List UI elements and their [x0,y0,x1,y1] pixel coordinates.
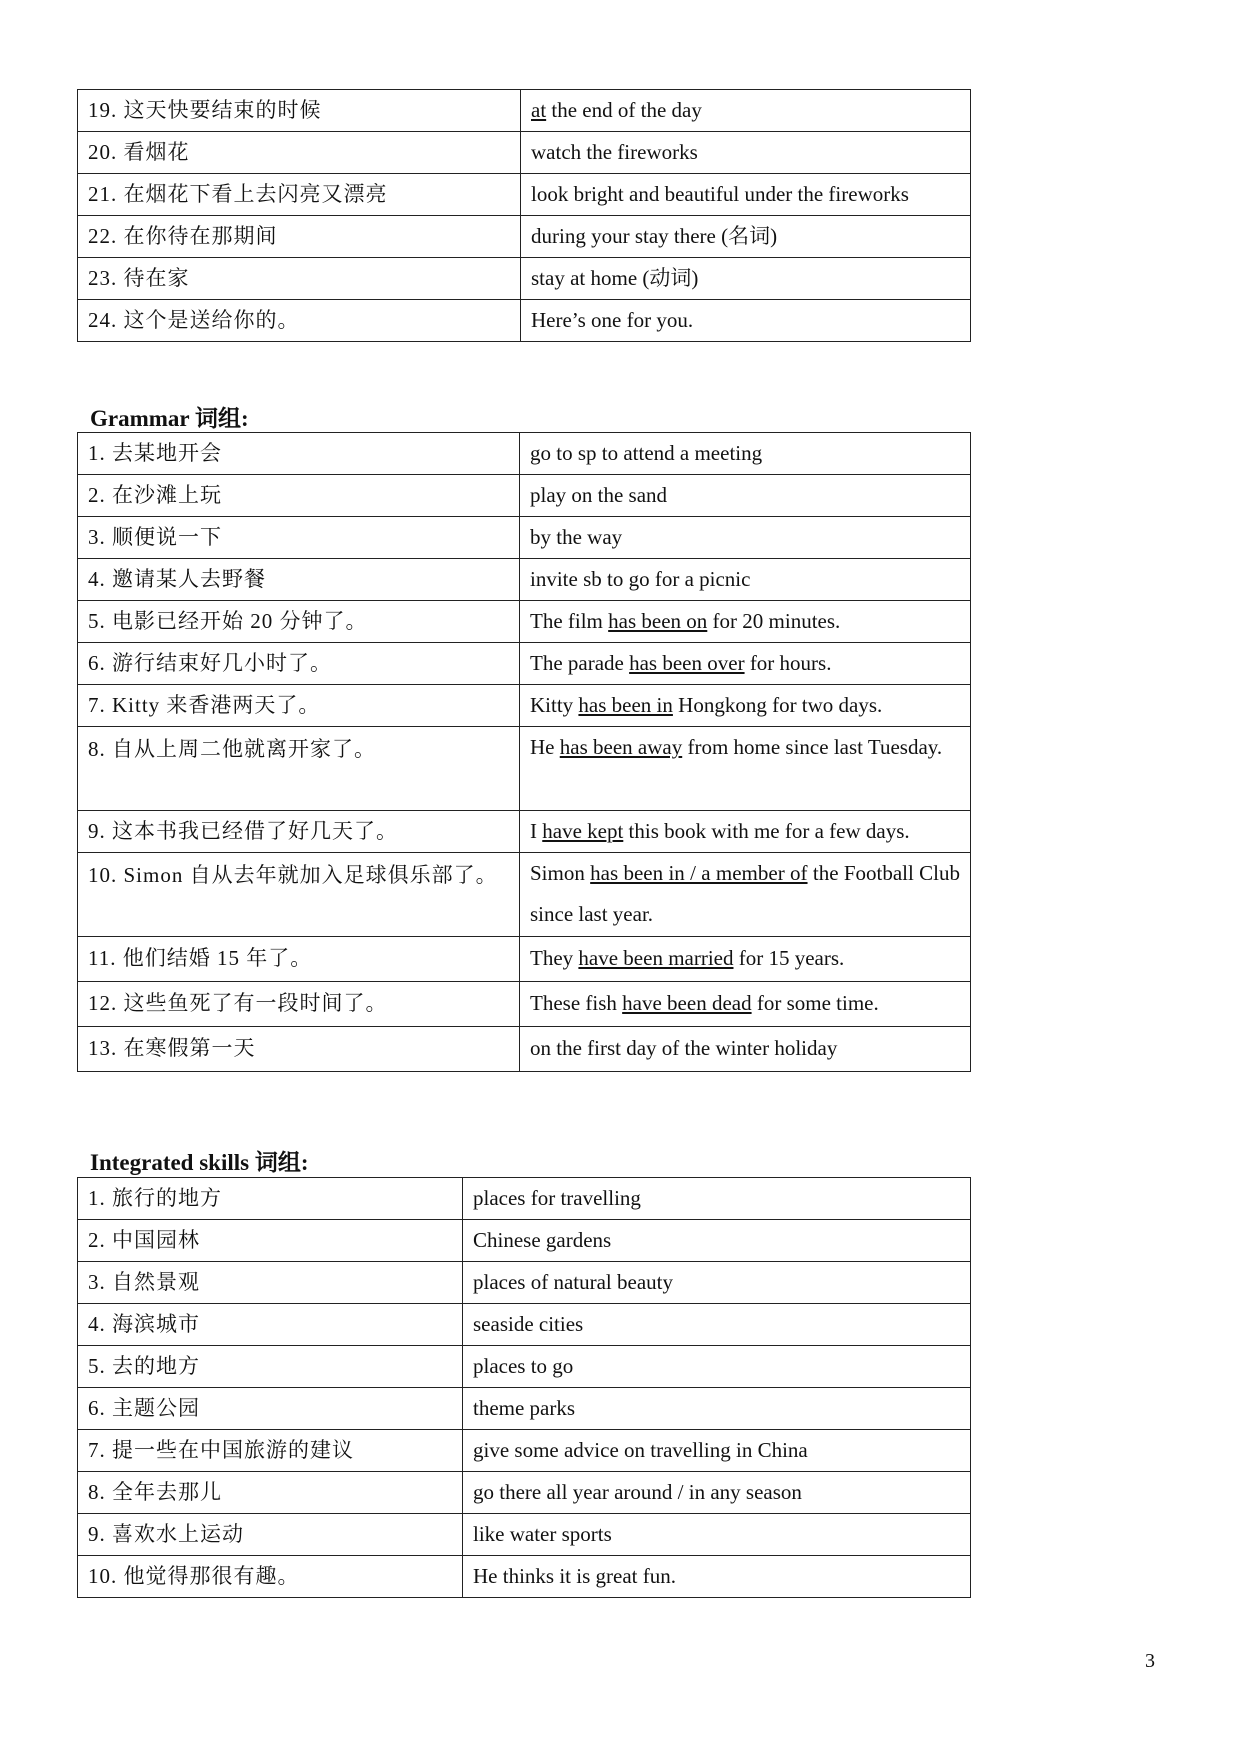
phrase-text: go to sp to attend a meeting [530,440,763,465]
phrase-text: He thinks it is great fun. [473,1563,676,1588]
chinese-phrase-cell: 2. 中国园林 [78,1220,463,1262]
phrase-text: Here’s one for you. [531,307,694,332]
table-body [78,433,971,1072]
table-row [78,1388,971,1430]
phrase-text: watch the fireworks [531,139,698,164]
chinese-phrase-cell: 8. 全年去那儿 [78,1472,463,1514]
phrase-text: for some time. [751,991,879,1016]
table-row [78,1346,971,1388]
chinese-phrase-cell: 1. 去某地开会 [78,433,520,475]
chinese-phrase-cell: 6. 游行结束好几小时了。 [78,643,520,685]
phrase-text: They [530,946,579,971]
english-phrase-cell [520,811,971,853]
table-row [78,982,971,1027]
underlined-phrase: have been dead [622,991,752,1016]
underlined-phrase: has been in [578,692,673,717]
table-row [78,475,971,517]
chinese-phrase-cell: 21. 在烟花下看上去闪亮又漂亮 [78,174,521,216]
chinese-phrase-cell: 4. 邀请某人去野餐 [78,559,520,601]
underlined-phrase: has been in / a member of [590,861,808,885]
english-phrase-cell [520,517,971,559]
table-row [78,601,971,643]
english-phrase-cell [520,601,971,643]
chinese-phrase-cell: 11. 他们结婚 15 年了。 [78,937,520,982]
english-phrase-cell [520,433,971,475]
table-body [78,1178,971,1598]
english-phrase-cell [521,300,971,342]
chinese-phrase-cell: 22. 在你待在那期间 [78,216,521,258]
table-row [78,258,971,300]
underlined-phrase: has been away [559,735,683,759]
chinese-phrase-cell: 8. 自从上周二他就离开家了。 [78,727,520,811]
english-phrase-cell [520,475,971,517]
phrase-text: look bright and beautiful under the fireworks [531,181,909,206]
english-phrase-cell [463,1304,971,1346]
table-row [78,1514,971,1556]
table-row [78,811,971,853]
table-row [78,727,971,811]
table-row [78,1220,971,1262]
chinese-phrase-cell: 2. 在沙滩上玩 [78,475,520,517]
english-phrase-cell [520,982,971,1027]
phrase-text: go there all year around / in any season [473,1479,802,1504]
phrase-text: The film [530,608,609,633]
integrated-skills-heading: Integrated skills 词组: [90,1150,309,1175]
chinese-phrase-cell: 6. 主题公园 [78,1388,463,1430]
table-row [78,90,971,132]
chinese-phrase-cell: 5. 电影已经开始 20 分钟了。 [78,601,520,643]
table-body [78,90,971,342]
integrated-skills-table [77,1177,971,1598]
english-phrase-cell [463,1388,971,1430]
phrase-text: places for travelling [473,1185,641,1210]
phrase-text: Hongkong for two days. [672,692,883,717]
english-phrase-cell [463,1346,971,1388]
grammar-heading: Grammar 词组: [90,406,249,431]
underlined-phrase: have kept [542,818,624,843]
table-row [78,1027,971,1072]
underlined-phrase: has been on [608,608,708,633]
chinese-phrase-cell: 9. 喜欢水上运动 [78,1514,463,1556]
phrase-text: The parade [530,650,630,675]
phrase-text: for hours. [744,650,832,675]
phrase-text: Chinese gardens [473,1227,612,1252]
page-number: 3 [1145,1650,1155,1672]
english-phrase-cell [520,685,971,727]
phrase-text: I [530,818,543,843]
english-phrase-cell [463,1262,971,1304]
chinese-phrase-cell: 24. 这个是送给你的。 [78,300,521,342]
chinese-phrase-cell: 10. Simon 自从去年就加入足球俱乐部了。 [78,853,520,937]
chinese-phrase-cell: 7. 提一些在中国旅游的建议 [78,1430,463,1472]
phrase-text: He [530,735,560,759]
table-row [78,937,971,982]
table-row [78,216,971,258]
english-phrase-cell [463,1178,971,1220]
english-phrase-cell [521,174,971,216]
chinese-phrase-cell: 5. 去的地方 [78,1346,463,1388]
chinese-phrase-cell: 19. 这天快要结束的时候 [78,90,521,132]
table-row [78,300,971,342]
english-phrase-cell [520,1027,971,1072]
table-row [78,1304,971,1346]
chinese-phrase-cell: 23. 待在家 [78,258,521,300]
phrase-text: the Football Club since last year. [530,861,960,926]
phrase-text: like water sports [473,1521,612,1546]
phrase-text: from home since last Tuesday. [682,735,943,759]
phrase-text: give some advice on travelling in China [473,1437,808,1462]
phrase-text: places of natural beauty [473,1269,673,1294]
table-row [78,1178,971,1220]
chinese-phrase-cell: 4. 海滨城市 [78,1304,463,1346]
phrase-text: seaside cities [473,1311,584,1336]
english-phrase-cell [463,1514,971,1556]
english-phrase-cell [521,216,971,258]
english-phrase-cell [520,559,971,601]
phrase-text: Kitty [530,692,579,717]
vocabulary-table-top [77,89,971,342]
phrase-text: theme parks [473,1395,576,1420]
chinese-phrase-cell: 3. 顺便说一下 [78,517,520,559]
phrase-text: for 15 years. [733,946,845,971]
phrase-text: during your stay there (名词) [531,223,778,248]
underlined-phrase: has been over [629,650,745,675]
chinese-phrase-cell: 7. Kitty 来香港两天了。 [78,685,520,727]
chinese-phrase-cell: 9. 这本书我已经借了好几天了。 [78,811,520,853]
phrase-text: These fish [530,991,623,1016]
table-row [78,174,971,216]
table-row [78,1430,971,1472]
table-row [78,643,971,685]
table-row [78,132,971,174]
phrase-text: the end of the day [546,97,702,122]
english-phrase-cell [463,1556,971,1598]
underlined-phrase: at [531,97,547,122]
table-row [78,559,971,601]
english-phrase-cell [520,853,971,937]
table-row [78,853,971,937]
phrase-text: play on the sand [530,482,668,507]
chinese-phrase-cell: 3. 自然景观 [78,1262,463,1304]
table-row [78,1556,971,1598]
underlined-phrase: have been married [578,946,734,971]
english-phrase-cell [521,132,971,174]
grammar-phrases-table [77,432,971,1072]
english-phrase-cell [520,727,971,811]
table-row [78,1472,971,1514]
phrase-text: this book with me for a few days. [623,818,910,843]
chinese-phrase-cell: 1. 旅行的地方 [78,1178,463,1220]
table-row [78,685,971,727]
table-row [78,433,971,475]
chinese-phrase-cell: 13. 在寒假第一天 [78,1027,520,1072]
table-row [78,1262,971,1304]
english-phrase-cell [463,1472,971,1514]
chinese-phrase-cell: 20. 看烟花 [78,132,521,174]
english-phrase-cell [520,643,971,685]
english-phrase-cell [520,937,971,982]
english-phrase-cell [521,258,971,300]
phrase-text: by the way [530,524,623,549]
phrase-text: places to go [473,1353,574,1378]
chinese-phrase-cell: 10. 他觉得那很有趣。 [78,1556,463,1598]
english-phrase-cell [521,90,971,132]
english-phrase-cell [463,1220,971,1262]
chinese-phrase-cell: 12. 这些鱼死了有一段时间了。 [78,982,520,1027]
phrase-text: for 20 minutes. [707,608,841,633]
english-phrase-cell [463,1430,971,1472]
phrase-text: on the first day of the winter holiday [530,1036,838,1061]
phrase-text: stay at home (动词) [531,265,699,290]
phrase-text: Simon [530,861,591,885]
phrase-text: invite sb to go for a picnic [530,566,751,591]
table-row [78,517,971,559]
